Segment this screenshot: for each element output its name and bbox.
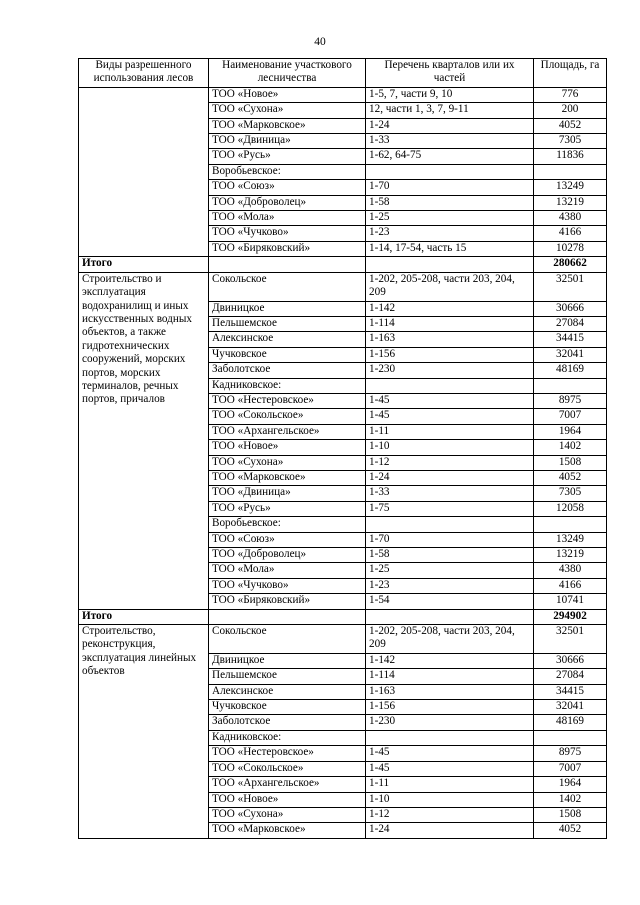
cell-quarters-list: 1-24	[366, 118, 534, 133]
cell-quarters-list: 1-70	[366, 532, 534, 547]
cell-quarters-list	[366, 164, 534, 179]
cell-area: 13219	[534, 195, 607, 210]
cell-area: 32041	[534, 347, 607, 362]
cell-forestry-name: ТОО «Мола»	[209, 563, 366, 578]
cell-quarters-list: 1-23	[366, 578, 534, 593]
cell-area: 4380	[534, 211, 607, 226]
cell-quarters-list: 1-45	[366, 409, 534, 424]
cell-quarters-list: 1-156	[366, 347, 534, 362]
cell-forestry-name: Чучковское	[209, 700, 366, 715]
cell-forestry-name: Алексинское	[209, 332, 366, 347]
cell-area: 13219	[534, 548, 607, 563]
cell-area: 30666	[534, 301, 607, 316]
cell-area: 4380	[534, 563, 607, 578]
cell-quarters-list: 1-54	[366, 594, 534, 609]
cell-quarters-list: 1-25	[366, 563, 534, 578]
cell-area: 8975	[534, 393, 607, 408]
cell-quarters-list: 1-11	[366, 777, 534, 792]
cell-quarters-list: 1-11	[366, 424, 534, 439]
cell-area: 8975	[534, 746, 607, 761]
cell-area: 776	[534, 87, 607, 102]
cell-area: 13249	[534, 532, 607, 547]
cell-forestry-name: ТОО «Биряковский»	[209, 594, 366, 609]
cell-forestry-name: ТОО «Марковское»	[209, 118, 366, 133]
cell-forestry-name: Пельшемское	[209, 669, 366, 684]
cell-forestry-name: ТОО «Союз»	[209, 180, 366, 195]
cell-forestry-name: Кадниковское:	[209, 730, 366, 745]
cell-quarters-list: 1-202, 205-208, части 203, 204, 209	[366, 272, 534, 301]
cell-area: 32501	[534, 272, 607, 301]
cell-use-type	[79, 87, 209, 256]
cell-forestry-name: Двиницкое	[209, 653, 366, 668]
cell-quarters-list: 1-45	[366, 393, 534, 408]
cell-forestry-name: ТОО «Мола»	[209, 211, 366, 226]
cell-area: 10278	[534, 241, 607, 256]
cell-quarters-list: 1-33	[366, 134, 534, 149]
cell-area: 7007	[534, 761, 607, 776]
cell-forestry-name: Воробьевское:	[209, 164, 366, 179]
cell-area: 1964	[534, 424, 607, 439]
cell-quarters-list: 1-230	[366, 715, 534, 730]
cell-quarters-list	[366, 517, 534, 532]
column-header-area: Площадь, га	[534, 59, 607, 88]
cell-area: 12058	[534, 501, 607, 516]
cell-area: 13249	[534, 180, 607, 195]
table-total-row	[79, 257, 607, 272]
cell-forestry-name: ТОО «Сухона»	[209, 455, 366, 470]
cell-area: 1402	[534, 440, 607, 455]
cell-forestry-name: ТОО «Русь»	[209, 501, 366, 516]
cell-forestry-name: Алексинское	[209, 684, 366, 699]
cell-quarters-list: 1-12	[366, 455, 534, 470]
page-number: 40	[314, 36, 326, 48]
forest-use-table-container	[78, 58, 606, 839]
cell-area: 48169	[534, 715, 607, 730]
cell-quarters-list: 1-23	[366, 226, 534, 241]
cell-total-forestry-name	[209, 609, 366, 624]
cell-area: 32501	[534, 625, 607, 654]
cell-forestry-name: ТОО «Новое»	[209, 792, 366, 807]
cell-quarters-list: 1-163	[366, 332, 534, 347]
cell-forestry-name: ТОО «Чучково»	[209, 226, 366, 241]
cell-forestry-name: ТОО «Сухона»	[209, 807, 366, 822]
cell-area: 1402	[534, 792, 607, 807]
cell-area: 27084	[534, 669, 607, 684]
cell-quarters-list: 1-33	[366, 486, 534, 501]
cell-forestry-name: ТОО «Русь»	[209, 149, 366, 164]
cell-forestry-name: Кадниковское:	[209, 378, 366, 393]
cell-area	[534, 517, 607, 532]
cell-forestry-name: ТОО «Марковское»	[209, 470, 366, 485]
cell-quarters-list: 1-58	[366, 195, 534, 210]
cell-area: 32041	[534, 700, 607, 715]
cell-quarters-list: 1-45	[366, 746, 534, 761]
cell-quarters-list: 1-202, 205-208, части 203, 204, 209	[366, 625, 534, 654]
cell-total-area: 294902	[534, 609, 607, 624]
cell-forestry-name: ТОО «Архангельское»	[209, 777, 366, 792]
cell-area: 200	[534, 103, 607, 118]
column-header-forestry-name: Наименование участкового лесничества	[209, 59, 366, 88]
cell-forestry-name: ТОО «Новое»	[209, 87, 366, 102]
cell-quarters-list: 1-24	[366, 823, 534, 838]
cell-total-area: 280662	[534, 257, 607, 272]
cell-area: 1508	[534, 807, 607, 822]
cell-forestry-name: ТОО «Сокольское»	[209, 409, 366, 424]
cell-area: 34415	[534, 332, 607, 347]
cell-total-quarters	[366, 609, 534, 624]
cell-quarters-list: 1-142	[366, 653, 534, 668]
cell-area: 10741	[534, 594, 607, 609]
cell-area: 27084	[534, 316, 607, 331]
cell-quarters-list: 1-142	[366, 301, 534, 316]
cell-forestry-name: Заболотское	[209, 715, 366, 730]
cell-forestry-name: ТОО «Чучково»	[209, 578, 366, 593]
cell-quarters-list: 1-62, 64-75	[366, 149, 534, 164]
cell-total-label: Итого	[79, 257, 209, 272]
table-total-row	[79, 609, 607, 624]
table-row	[79, 272, 607, 301]
cell-quarters-list: 1-114	[366, 316, 534, 331]
column-header-quarters-list: Перечень кварталов или их частей	[366, 59, 534, 88]
cell-area: 7305	[534, 134, 607, 149]
cell-area: 7007	[534, 409, 607, 424]
cell-quarters-list: 1-230	[366, 363, 534, 378]
table-row	[79, 87, 607, 102]
cell-quarters-list: 1-14, 17-54, часть 15	[366, 241, 534, 256]
cell-quarters-list: 1-10	[366, 792, 534, 807]
cell-total-quarters	[366, 257, 534, 272]
cell-area: 4052	[534, 470, 607, 485]
cell-area: 4166	[534, 226, 607, 241]
cell-forestry-name: ТОО «Нестеровское»	[209, 746, 366, 761]
cell-quarters-list: 1-70	[366, 180, 534, 195]
table-body	[79, 87, 607, 838]
cell-area	[534, 164, 607, 179]
cell-area: 1964	[534, 777, 607, 792]
cell-forestry-name: ТОО «Двиница»	[209, 486, 366, 501]
cell-area: 1508	[534, 455, 607, 470]
cell-quarters-list: 1-75	[366, 501, 534, 516]
cell-quarters-list	[366, 378, 534, 393]
cell-quarters-list: 1-25	[366, 211, 534, 226]
cell-quarters-list: 1-10	[366, 440, 534, 455]
cell-forestry-name: ТОО «Нестеровское»	[209, 393, 366, 408]
cell-forestry-name: ТОО «Сокольское»	[209, 761, 366, 776]
cell-forestry-name: ТОО «Марковское»	[209, 823, 366, 838]
cell-forestry-name: ТОО «Двиница»	[209, 134, 366, 149]
cell-quarters-list: 1-114	[366, 669, 534, 684]
cell-quarters-list: 1-24	[366, 470, 534, 485]
cell-quarters-list: 1-12	[366, 807, 534, 822]
cell-total-label: Итого	[79, 609, 209, 624]
cell-forestry-name: Чучковское	[209, 347, 366, 362]
table-row	[79, 625, 607, 654]
cell-forestry-name: Сокольское	[209, 625, 366, 654]
cell-area: 7305	[534, 486, 607, 501]
table-header	[79, 59, 607, 88]
cell-use-type: Строительство, реконструкция, эксплуатация линейных объектов	[79, 625, 209, 839]
cell-quarters-list: 1-5, 7, части 9, 10	[366, 87, 534, 102]
cell-forestry-name: ТОО «Союз»	[209, 532, 366, 547]
column-header-use-type: Виды разрешенного использования лесов	[79, 59, 209, 88]
cell-area: 30666	[534, 653, 607, 668]
cell-quarters-list: 1-58	[366, 548, 534, 563]
cell-forestry-name: Воробьевское:	[209, 517, 366, 532]
cell-area: 48169	[534, 363, 607, 378]
cell-forestry-name: ТОО «Биряковский»	[209, 241, 366, 256]
cell-forestry-name: Двиницкое	[209, 301, 366, 316]
cell-forestry-name: ТОО «Новое»	[209, 440, 366, 455]
cell-forestry-name: Заболотское	[209, 363, 366, 378]
cell-use-type: Строительство и эксплуатация водохранилищ и иных искусственных водных объектов, а также гидротехнических сооружений, морских портов, морских терминалов, речных портов, причалов	[79, 272, 209, 609]
cell-area	[534, 730, 607, 745]
cell-area: 34415	[534, 684, 607, 699]
forest-use-table	[78, 58, 607, 839]
cell-forestry-name: ТОО «Доброволец»	[209, 195, 366, 210]
cell-forestry-name: Пельшемское	[209, 316, 366, 331]
cell-forestry-name: Сокольское	[209, 272, 366, 301]
cell-area: 4052	[534, 118, 607, 133]
cell-area	[534, 378, 607, 393]
cell-forestry-name: ТОО «Сухона»	[209, 103, 366, 118]
cell-area: 4052	[534, 823, 607, 838]
table-header-row	[79, 59, 607, 88]
cell-total-forestry-name	[209, 257, 366, 272]
cell-quarters-list: 1-156	[366, 700, 534, 715]
cell-area: 4166	[534, 578, 607, 593]
cell-area: 11836	[534, 149, 607, 164]
cell-forestry-name: ТОО «Архангельское»	[209, 424, 366, 439]
cell-quarters-list: 1-163	[366, 684, 534, 699]
cell-quarters-list: 12, части 1, 3, 7, 9-11	[366, 103, 534, 118]
cell-quarters-list	[366, 730, 534, 745]
cell-forestry-name: ТОО «Доброволец»	[209, 548, 366, 563]
cell-quarters-list: 1-45	[366, 761, 534, 776]
